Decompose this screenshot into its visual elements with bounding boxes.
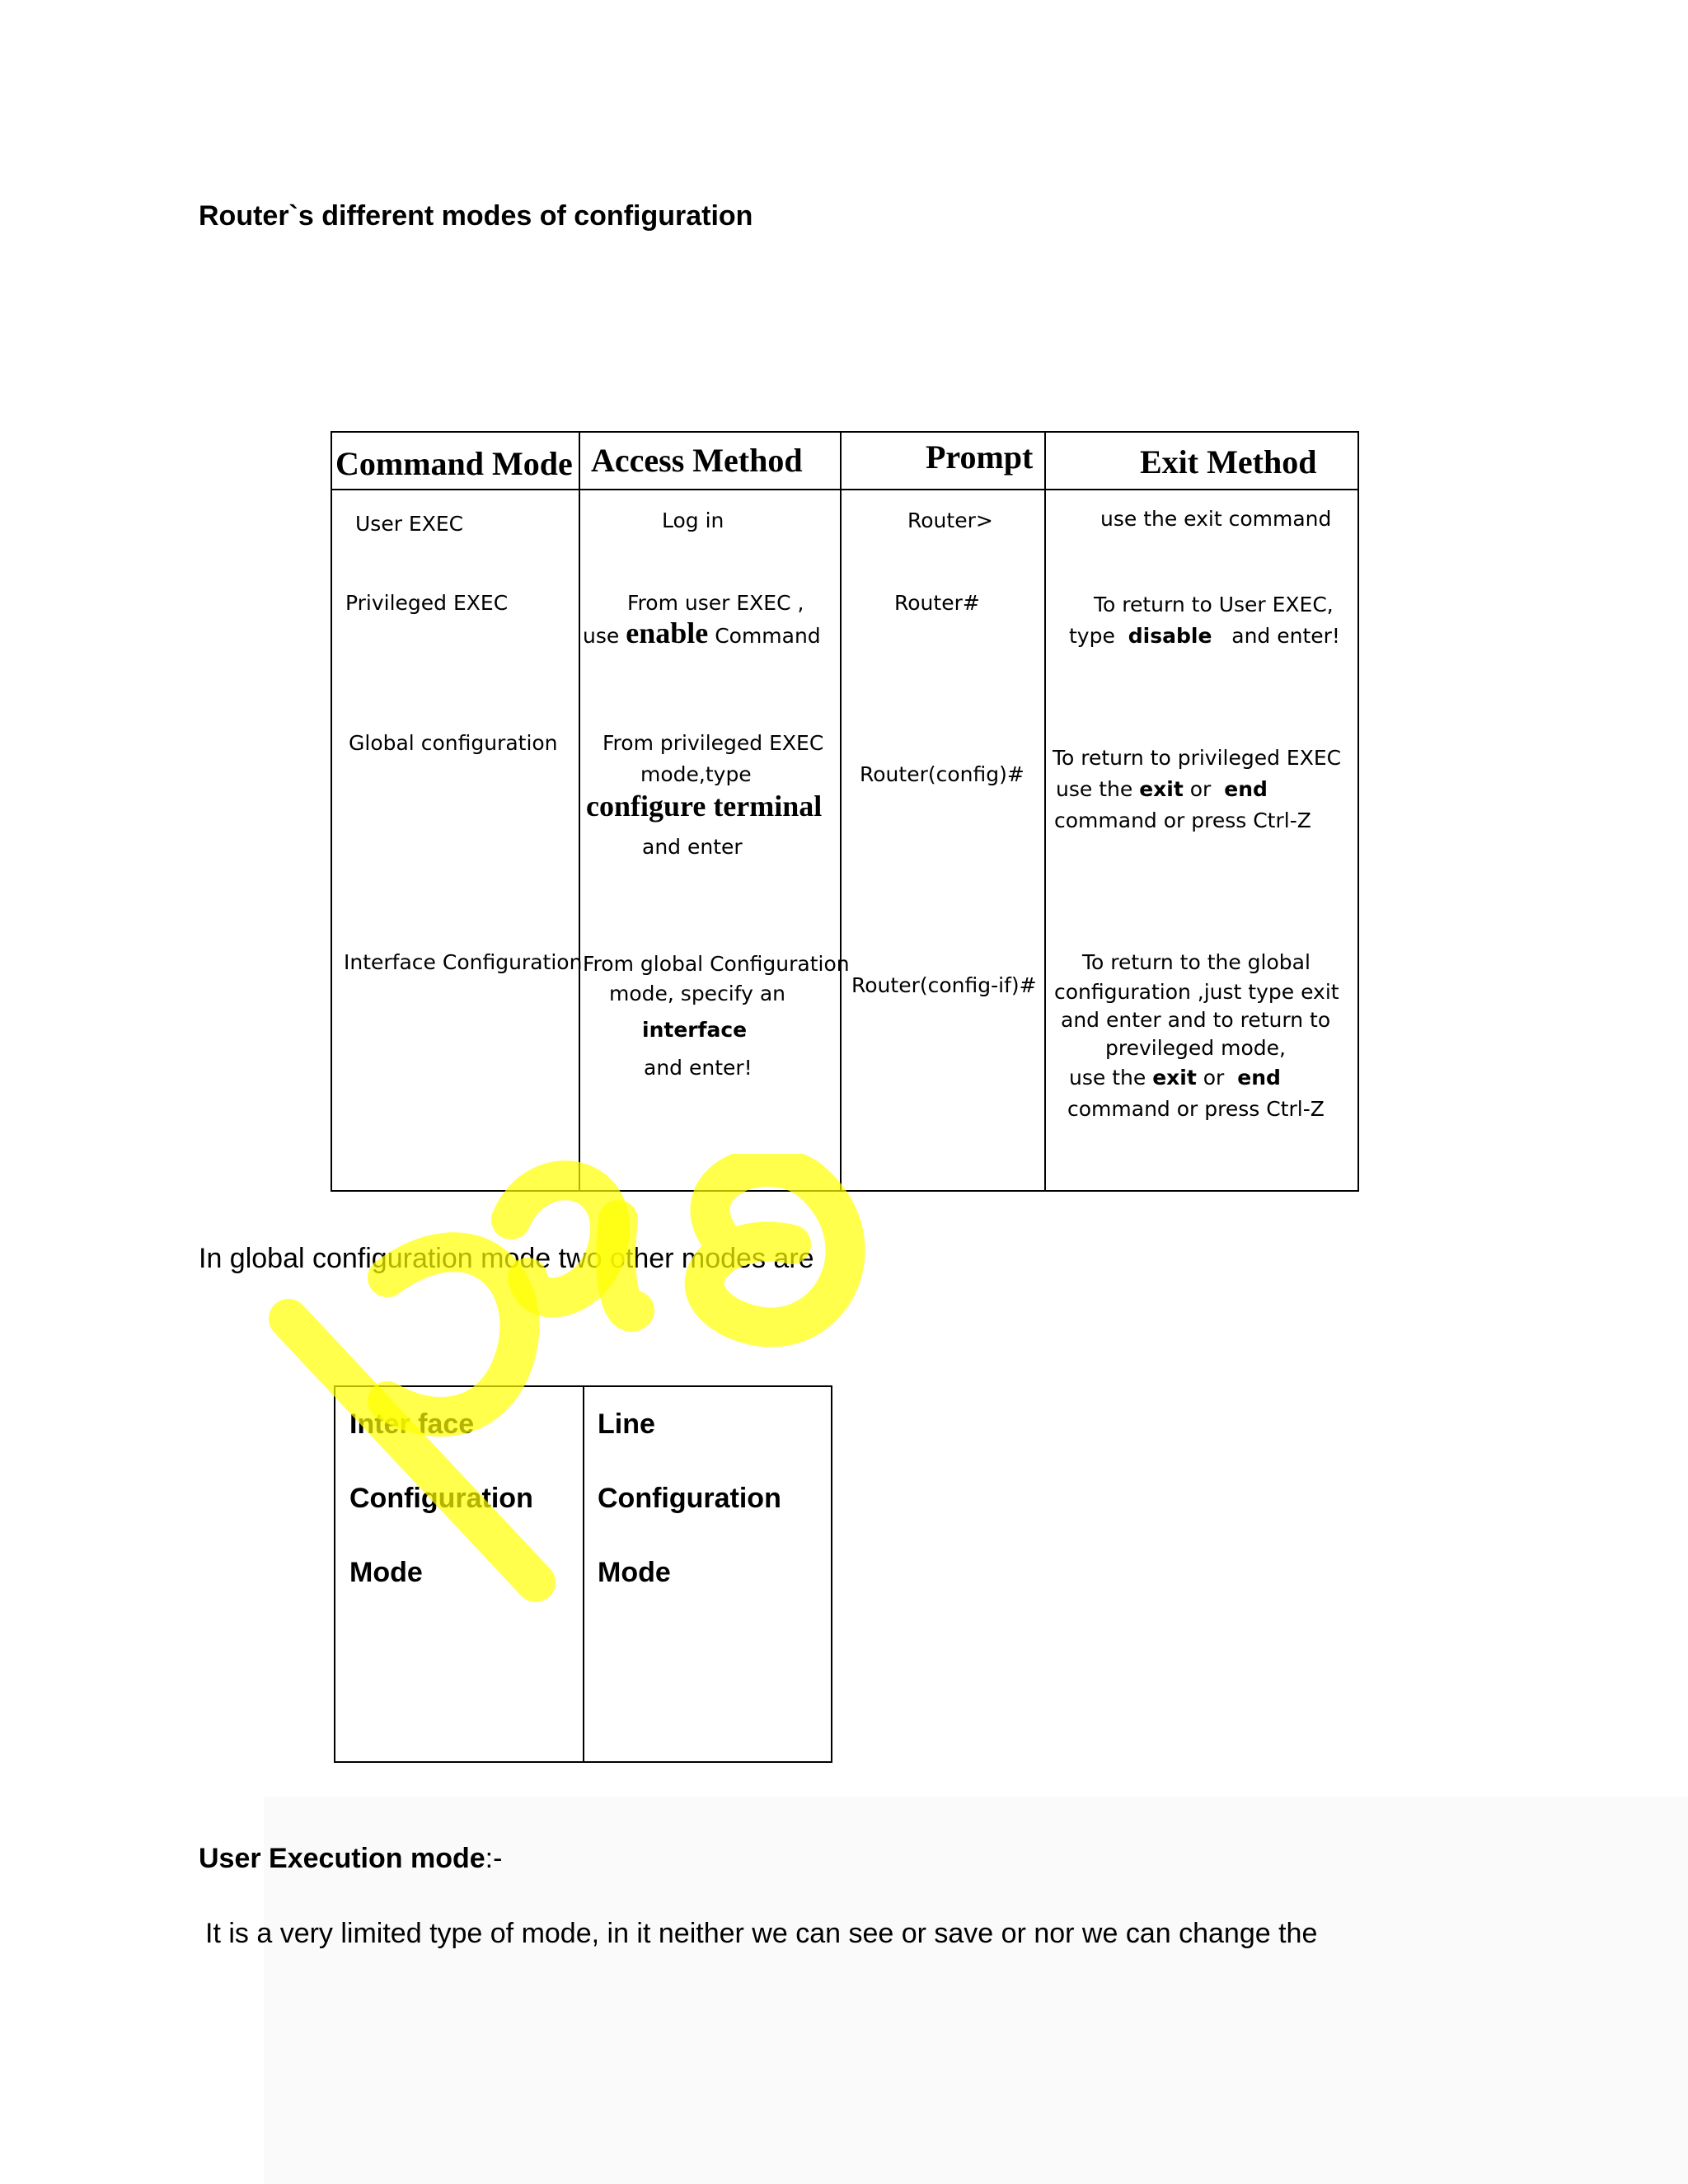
disable-command: disable xyxy=(1128,624,1212,648)
user-exec-heading-line xyxy=(199,1843,502,1875)
exit-privileged-line2 xyxy=(1069,621,1340,652)
table-divider xyxy=(579,433,580,1190)
exit-command: exit xyxy=(1139,777,1184,801)
interface-config-mode-cell xyxy=(349,1387,533,1610)
exit-interface-pre: use the xyxy=(1069,1066,1146,1090)
exit-global-line2 xyxy=(1056,774,1268,805)
interface-command: interface xyxy=(642,1018,748,1042)
exit-interface-line6: command or press Ctrl-Z xyxy=(1067,1097,1325,1121)
exit-global-or: or xyxy=(1189,777,1212,801)
end-command: end xyxy=(1237,1066,1281,1090)
access-global-line4: and enter xyxy=(642,835,743,859)
prompt-global-config: Router(config)# xyxy=(860,762,1025,786)
cell-line: Configuration xyxy=(598,1483,781,1514)
access-interface-line1: From global Configuration xyxy=(583,952,850,976)
header-prompt: Prompt xyxy=(926,438,1034,476)
exit-interface-line1: To return to the global xyxy=(1082,950,1311,974)
exit-privileged-pre: type xyxy=(1069,624,1115,648)
table-divider xyxy=(583,1387,584,1761)
exit-privileged-line1: To return to User EXEC, xyxy=(1094,593,1334,616)
cell-line: Mode xyxy=(349,1557,423,1588)
exit-global-pre: use the xyxy=(1056,777,1133,801)
user-exec-heading: User Execution mode xyxy=(199,1843,485,1874)
exit-interface-line2: configuration ,just type exit xyxy=(1054,980,1339,1004)
prompt-privileged-exec: Router# xyxy=(894,591,980,615)
access-interface-line2: mode, specify an xyxy=(609,982,786,1005)
exit-interface-line5 xyxy=(1069,1062,1281,1094)
exit-user-exec: use the exit command xyxy=(1100,507,1332,531)
header-exit-method: Exit Method xyxy=(1140,443,1317,480)
enable-command: enable xyxy=(626,616,709,649)
access-privileged-line1: From user EXEC , xyxy=(627,591,804,615)
exit-global-line1: To return to privileged EXEC xyxy=(1053,746,1342,770)
exit-interface-line3: and enter and to return to xyxy=(1061,1008,1331,1032)
access-user-exec: Log in xyxy=(662,509,724,532)
exit-privileged-post: and enter! xyxy=(1231,624,1340,648)
mode-interface-config: Interface Configuration xyxy=(344,950,583,974)
end-command: end xyxy=(1224,777,1268,801)
table-divider xyxy=(1044,433,1046,1190)
exit-interface-or: or xyxy=(1203,1066,1225,1090)
exit-command: exit xyxy=(1152,1066,1197,1090)
watermark-stroke xyxy=(511,1180,610,1297)
exit-global-line3: command or press Ctrl-Z xyxy=(1054,808,1311,832)
access-global-line1: From privileged EXEC xyxy=(603,731,824,755)
mode-user-exec: User EXEC xyxy=(355,512,464,536)
header-command-mode: Command Mode xyxy=(335,445,573,482)
cell-line: Inter face xyxy=(349,1408,475,1440)
table-divider xyxy=(840,433,842,1190)
sub-modes-table xyxy=(334,1385,832,1763)
prompt-user-exec: Router> xyxy=(907,509,993,532)
mode-privileged-exec: Privileged EXEC xyxy=(345,591,509,615)
header-divider xyxy=(332,489,1357,490)
modes-table xyxy=(331,431,1359,1192)
access-privileged-line2 xyxy=(583,617,821,652)
access-privileged-post: Command xyxy=(715,624,821,648)
intro-text: In global configuration mode two other modes are xyxy=(199,1243,814,1274)
line-config-mode-cell xyxy=(598,1387,781,1610)
access-privileged-pre: use xyxy=(583,624,620,648)
mode-global-config: Global configuration xyxy=(349,731,558,755)
exit-interface-line4: previleged mode, xyxy=(1105,1036,1286,1060)
heading-suffix: :- xyxy=(485,1843,503,1874)
cell-line: Line xyxy=(598,1408,655,1440)
cell-line: Configuration xyxy=(349,1483,533,1514)
access-global-line2: mode,type xyxy=(640,762,752,786)
prompt-interface-config: Router(config-if)# xyxy=(851,973,1037,997)
page-title: Router`s different modes of configuration xyxy=(199,200,753,232)
access-interface-line4: and enter! xyxy=(644,1056,753,1080)
user-exec-paragraph: It is a very limited type of mode, in it neither we can see or save or nor we can change the xyxy=(205,1918,1318,1949)
header-access-method: Access Method xyxy=(591,442,803,479)
configure-terminal-command: configure terminal xyxy=(586,790,823,823)
cell-line: Mode xyxy=(598,1557,671,1588)
